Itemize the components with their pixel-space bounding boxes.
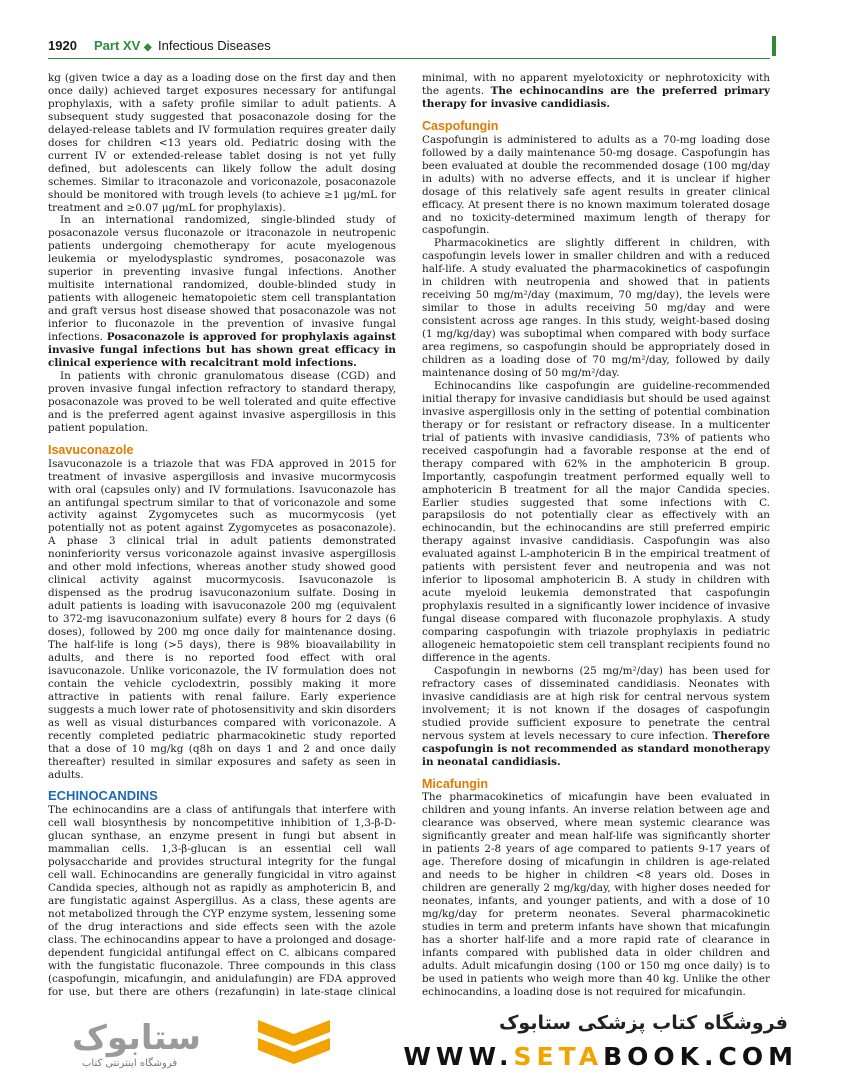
logo-subtext: فروشگاه اینترنتی کتاب [82, 1058, 178, 1069]
store-url: WWW.SETABOOK.COM [403, 1042, 798, 1071]
header-edge-mark [772, 36, 776, 56]
page-number: 1920 [48, 38, 77, 53]
paragraph: kg (given twice a day as a loading dose on the first day and then once daily) achieved target exposures necessary for antifungal prophylaxis, with a safety profile similar to adult patients. A subsequent study suggested that posaconazole dosing for the delayed-release tablets and IV formulation requires greater daily doses for children <13 years old. Pediatric dosing with the current IV or extended-release tablet dosing is not yet fully defined, but adolescents can likely follow the adult dosing schemes. Similar to itraconazole and voriconazole, posaconazole should be monitored with trough levels (to achieve ≥1 μg/mL for treatment and ≥0.07 μg/mL for prophylaxis). [48, 72, 396, 214]
paragraph: Caspofungin in newborns (25 mg/m²/day) has been used for refractory cases of disseminated candidiasis. Neonates with invasive candidiasis are at high risk for central nervous system involvement; it is not known if the dosages of caspofungin studied provide sufficient exposure to penetrate the central nervous system at levels necessary to cure infection. Therefore caspofungin is not recommended as standard monotherapy in neonatal candidiasis. [422, 664, 770, 768]
paragraph: The echinocandins are a class of antifungals that interfere with cell wall biosynthesis by noncompetitive inhibition of 1,3-β-D-glucan synthase, an enzyme present in fungi but absent in mammalian cells. 1,3-β-glucan is an essential cell wall polysaccharide and provides structural integrity for the fungal cell wall. Echinocandins are generally fungicidal in vitro against Candida species, although not as rapidly as amphotericin B, and are fungistatic against Aspergillus. As a class, these agents are not metabolized through the CYP enzyme system, lessening some of the drug interactions and side effects seen with the azole class. The echinocandins appear to have a prolonged and dosage-dependent fungicidal antifungal effect on C. albicans compared with the fungistatic fluconazole. Three compounds in this class (caspofungin, micafungin, and anidulafungin) are FDA approved for use, but there are others (rezafungin) in late-stage clinical [48, 804, 396, 996]
running-header [48, 38, 770, 59]
paragraph: Caspofungin is administered to adults as a 70-mg loading dose followed by a daily maintenance 50-mg dosage. Caspofungin has been evaluated at double the recommended dosage (100 mg/day in adults) with no adverse effects, and it is unclear if higher dosage of this relatively safe agent results in greater clinical efficacy. At present there is no known maximum tolerated dosage and no toxicity-determined maximum length of therapy for caspofungin. [422, 133, 770, 237]
chevron-logo-icon [258, 1016, 330, 1068]
paragraph: Pharmacokinetics are slightly different in children, with caspofungin levels lower in smaller children and with a reduced half-life. A study evaluated the pharmacokinetics of caspofungin in children with neutropenia and showed that in patients receiving 50 mg/m²/day (maximum, 70 mg/day), the levels were similar to those in adults receiving 50 mg/day and were consistent across age ranges. In this study, weight-based dosing (1 mg/kg/day) was suboptimal when compared with body surface area regimens, so caspofungin should be appropriately dosed in children as a loading dose of 70 mg/m²/day, followed by daily maintenance dosing of 50 mg/m²/day. [422, 237, 770, 379]
heading-isavuconazole: Isavuconazole [48, 442, 134, 457]
watermark-footer [0, 996, 844, 1080]
paragraph: The pharmacokinetics of micafungin have been evaluated in children and young infants. An inverse relation between age and clearance was observed, where mean systemic clearance was significantly greater and mean half-life was significantly shorter in patients 2-8 years of age compared to patients 9-17 years of age. Therefore dosing of micafungin in children is age-related and needs to be higher in children <8 years old. Doses in children are generally 2 mg/kg/day, with higher doses needed for neonates, infants, and younger patients, and with a dose of 10 mg/kg/day for preterm neonates. Several pharmacokinetic studies in term and preterm infants have shown that micafungin has a shorter half-life and a more rapid rate of clearance in infants compared with published data in older children and adults. Adult micafungin dosing (100 or 150 mg once daily) is to be used in patients who weigh more than 40 kg. Unlike the other echinocandins, a loading dose is not required for micafungin. [422, 791, 770, 996]
right-column [422, 72, 770, 996]
diamond-separator-icon: ◆ [143, 42, 152, 53]
store-name: فروشگاه کتاب پزشکی ستابوک [498, 1012, 788, 1034]
paragraph: In patients with chronic granulomatous disease (CGD) and proven invasive fungal infection refractory to standard therapy, posaconazole was proved to be well tolerated and quite effective and is the preferred agent against invasive aspergillosis in this patient population. [48, 369, 396, 434]
paragraph: Echinocandins like caspofungin are guideline-recommended initial therapy for invasive candidiasis but should be used against invasive aspergillosis only in the setting of potential combination therapy or for resistant or refractory disease. In a multicenter trial of patients with invasive candidiasis, 73% of patients who received caspofungin had a favorable response at the end of therapy compared with 62% in the amphotericin B group. Importantly, caspofungin treatment performed equally well to amphotericin B treatment for all the major Candida species. Earlier studies suggested that some infections with C. parapsilosis do not potentially clear as effectively with an echinocandin, but the echinocandins are still preferred empiric therapy against invasive candidiasis. Caspofungin was also evaluated against L-amphotericin B in the empirical treatment of patients with persistent fever and neutropenia and was not inferior to liposomal amphotericin B. A study in children with acute myeloid leukemia demonstrated that caspofungin prophylaxis resulted in a significantly lower incidence of invasive fungal disease compared with fluconazole prophylaxis. A study comparing caspofungin with triazole prophylaxis in pediatric allogeneic hematopoietic stem cell transplant recipients found no difference in the agents. [422, 379, 770, 664]
paragraph: minimal, with no apparent myelotoxicity or nephrotoxicity with the agents. The echinocandins are the preferred primary therapy for invasive candidiasis. [422, 72, 770, 110]
paragraph: In an international randomized, single-blinded study of posaconazole versus fluconazole or itraconazole in neutropenic patients undergoing chemotherapy for acute myelogenous leukemia or myelodysplastic syndromes, posaconazole was superior in preventing invasive fungal infections. Another multisite international randomized, double-blinded study in patients with allogeneic hematopoietic stem cell transplantation and graft versus host disease showed that posaconazole was not inferior to fluconazole in the prevention of invasive fungal infections. Posaconazole is approved for prophylaxis against invasive fungal infections but has shown great efficacy in clinical experience with recalcitrant mold infections. [48, 214, 396, 369]
heading-echinocandins: ECHINOCANDINS [48, 788, 158, 804]
setabook-logo [72, 1018, 212, 1068]
heading-caspofungin: Caspofungin [422, 118, 499, 133]
paragraph: Isavuconazole is a triazole that was FDA approved in 2015 for treatment of invasive aspergillosis and invasive mucormycosis with oral (capsules only) and IV formulations. Isavuconazole has an antifungal spectrum similar to that of voriconazole and some activity against Zygomycetes such as mucormycosis (yet potentially not as potent against Zygomycetes as posaconazole). A phase 3 clinical trial in adult patients demonstrated noninferiority versus voriconazole against invasive aspergillosis and other mold infections, whereas another study showed good clinical activity against mucormycosis. Isavuconazole is dispensed as the prodrug isavuconazonium sulfate. Dosing in adult patients is loading with isavuconazole 200 mg (equivalent to 372-mg isavuconazonium sulfate) every 8 hours for 2 days (6 doses), followed by 200 mg once daily for maintenance dosing. The half-life is long (>5 days), there is 98% bioavailability in adults, and there is no reported food effect with oral isavuconazole. Unlike voriconazole, the IV formulation does not contain the vehicle cyclodextrin, possibly making it more attractive in patients with renal failure. Early experience suggests a much lower rate of photosensitivity and skin disorders as well as visual disturbances compared with voriconazole. A recently completed pediatric pharmacokinetic study reported that a dose of 10 mg/kg (q8h on days 1 and 2 and once daily thereafter) resulted in similar exposures and safety as seen in adults. [48, 457, 396, 781]
heading-micafungin: Micafungin [422, 776, 488, 791]
part-label: Part XV ◆ [94, 38, 152, 53]
section-title: Infectious Diseases [158, 38, 271, 53]
logo-wordmark: ستابوک [72, 1018, 201, 1058]
left-column [48, 72, 396, 996]
